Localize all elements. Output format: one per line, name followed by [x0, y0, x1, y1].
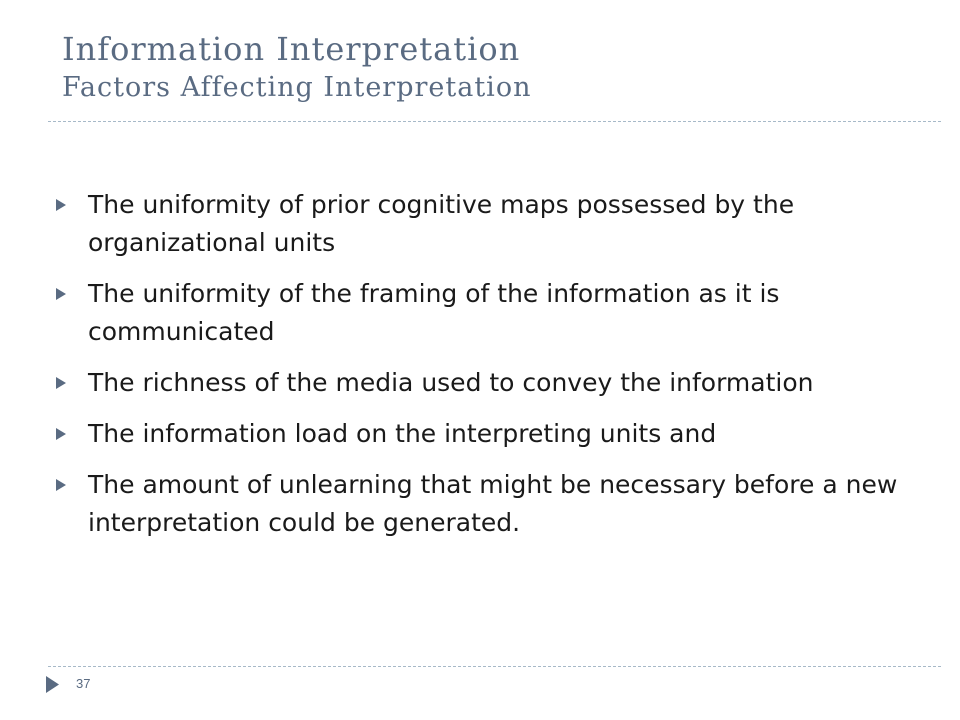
bullet-list: [56, 186, 916, 555]
bullet-item: [56, 466, 916, 542]
bullet-item: [56, 275, 916, 351]
footer-divider: [48, 666, 941, 667]
bullet-text: The richness of the media used to convey the information: [88, 368, 814, 397]
title-divider: [48, 121, 941, 122]
triangle-right-icon: [56, 364, 88, 402]
bullet-item: [56, 186, 916, 262]
slide-title: Information Interpretation: [62, 30, 521, 68]
triangle-right-icon: [56, 186, 88, 224]
triangle-right-icon: [46, 676, 59, 698]
triangle-right-icon: [56, 415, 88, 453]
bullet-text: The uniformity of prior cognitive maps possessed by the organizational units: [88, 190, 795, 257]
bullet-text: The information load on the interpreting units and: [88, 419, 717, 448]
bullet-item: [56, 364, 916, 402]
title-block: [62, 28, 531, 106]
page-number: 37: [76, 676, 91, 691]
bullet-text: The uniformity of the framing of the information as it is communicated: [88, 279, 780, 346]
triangle-right-icon: [56, 466, 88, 504]
bullet-text: The amount of unlearning that might be necessary before a new interpretation could be generated.: [88, 470, 898, 537]
bullet-item: [56, 415, 916, 453]
slide-subtitle: Factors Affecting Interpretation: [62, 72, 532, 103]
triangle-right-icon: [56, 275, 88, 313]
